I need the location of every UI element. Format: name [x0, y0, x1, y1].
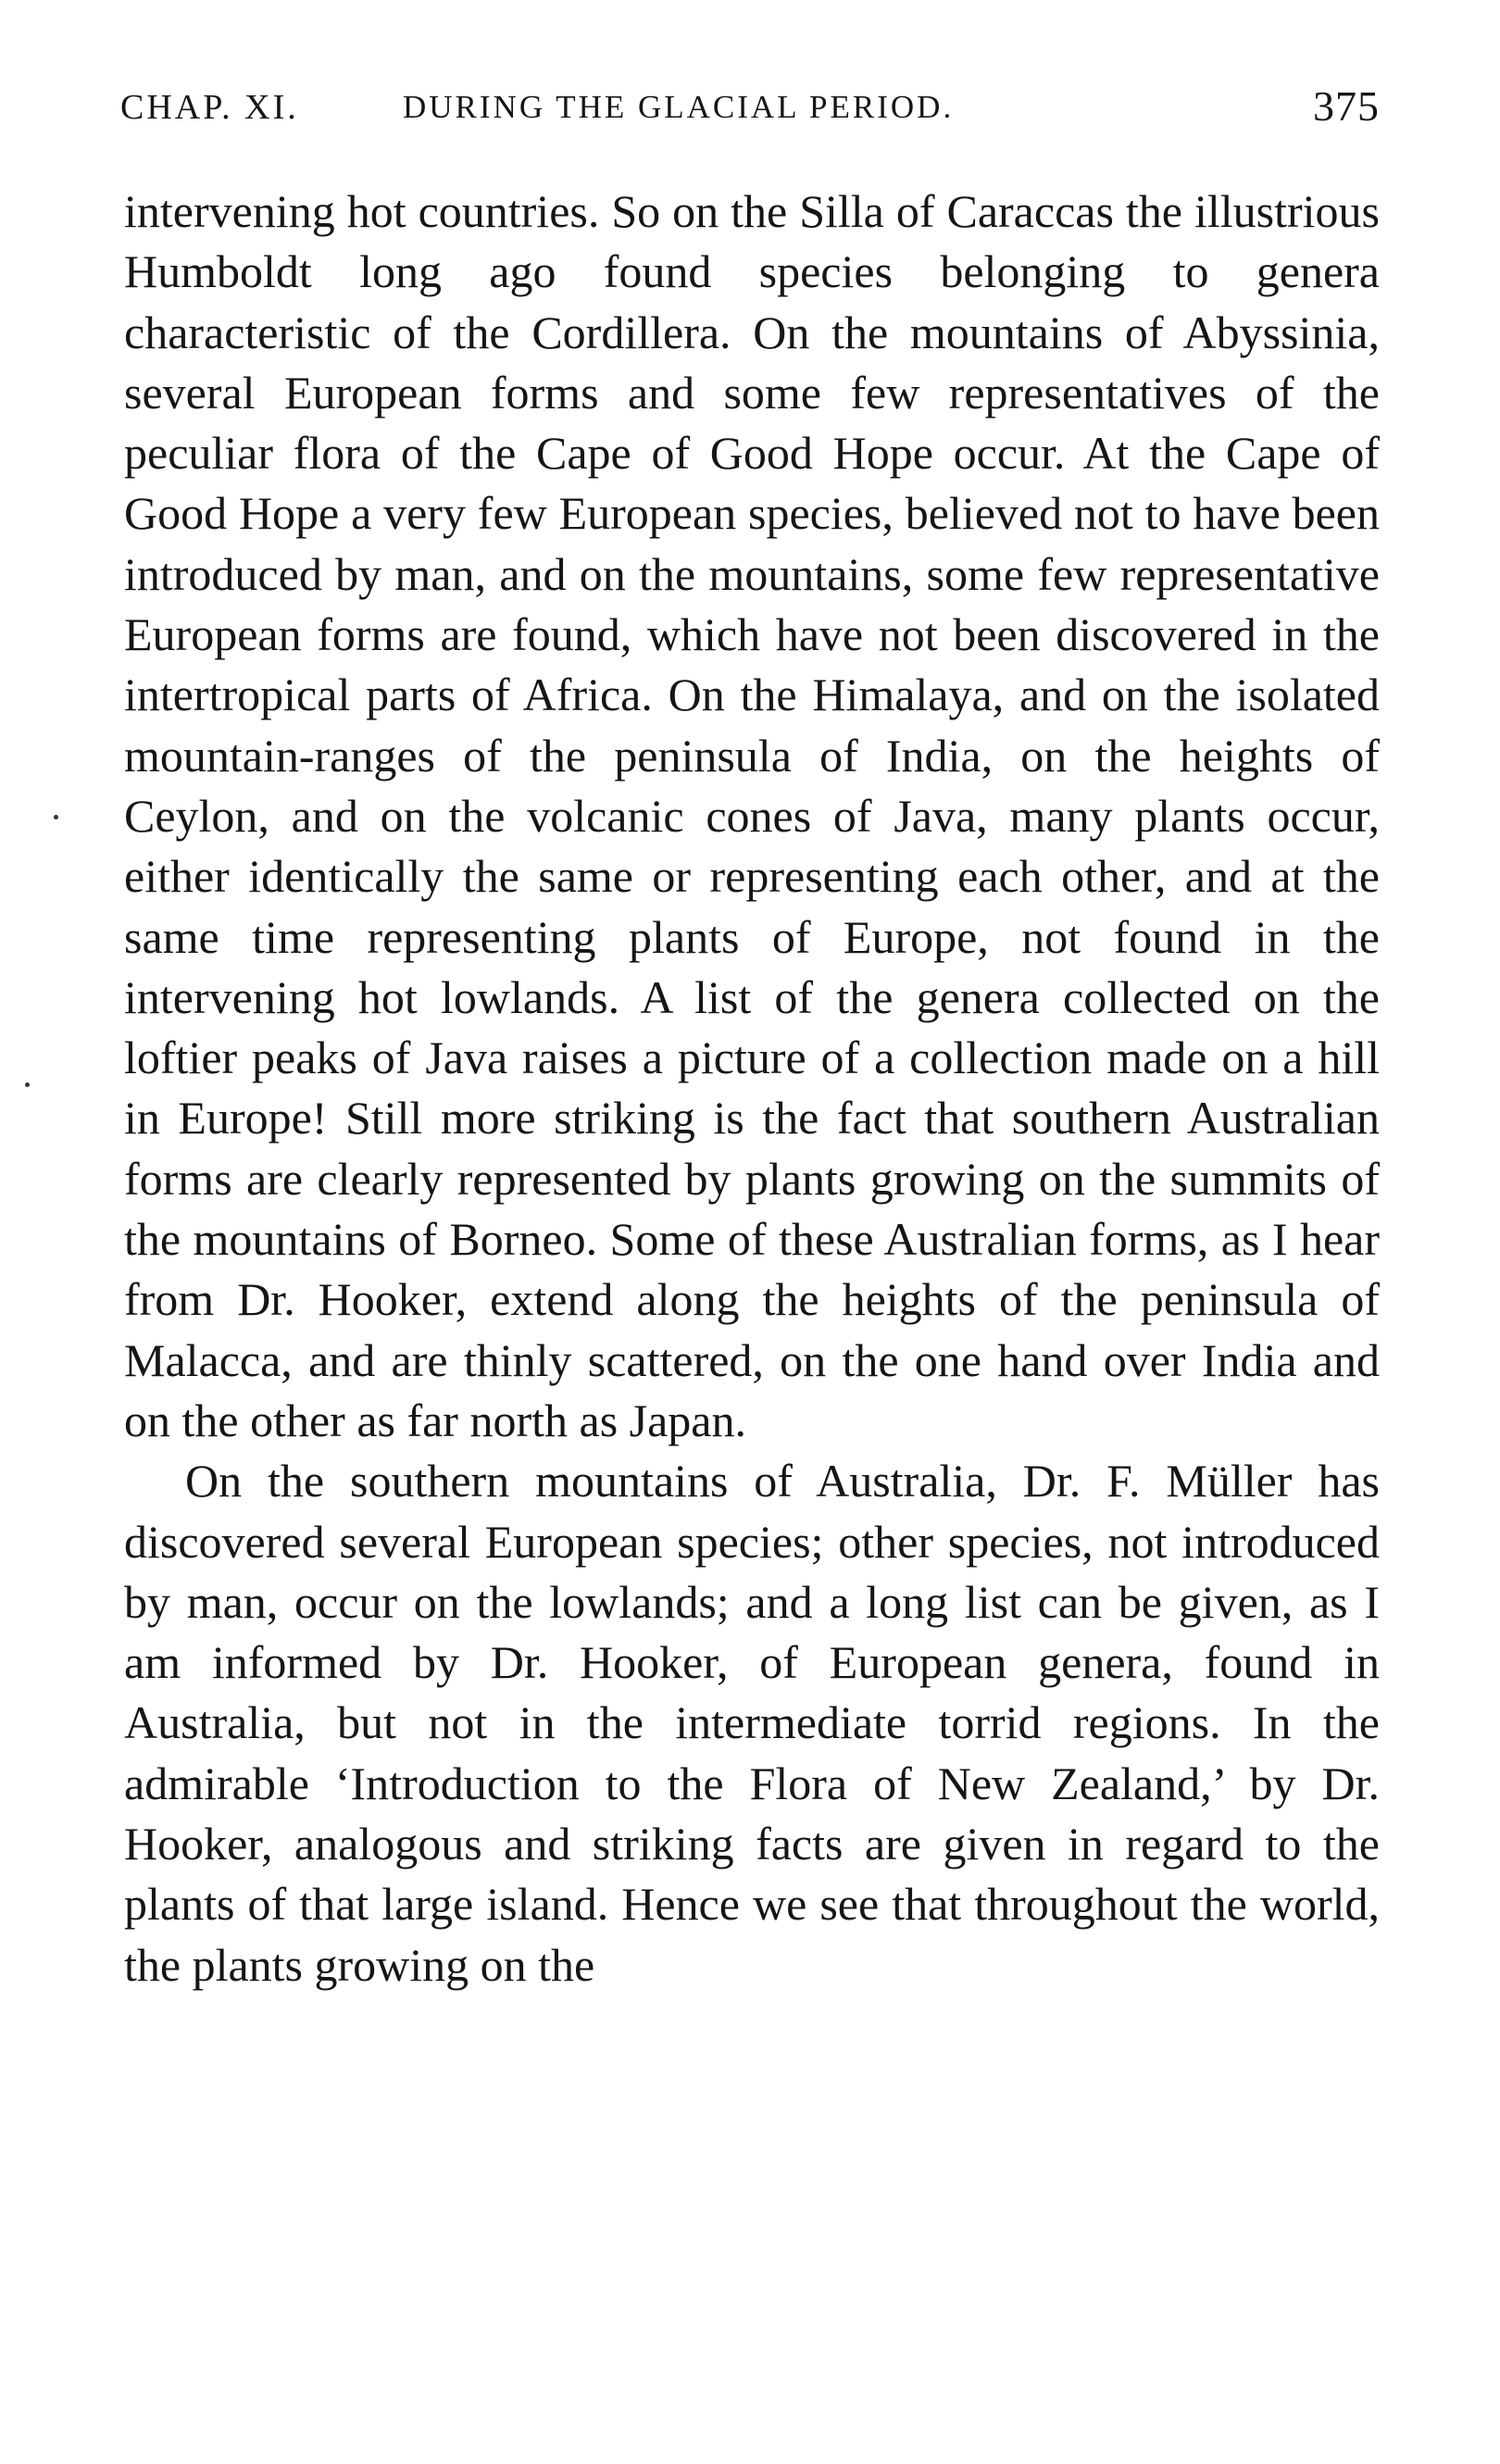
paragraph-continued: intervening hot countries. So on the Silla of Caraccas the illustrious Humboldt long ago found species belonging to genera characteristic of the Cordillera. On the mountains of Abyssinia, several European forms and some few representatives of the peculiar flora of the Cape of Good Hope occur. At the Cape of Good Hope a very few European species, believed not to have been introduced by man, and on the mountains, some few representative European forms are found, which have not been discovered in the intertropical parts of Africa. On the Himalaya, and on the isolated mountain-ranges of the peninsula of India, on the heights of Ceylon, and on the volcanic cones of Java, many plants occur, either identically the same or representing each other, and at the same time representing plants of Europe, not found in the intervening hot lowlands. A list of the genera collected on the loftier peaks of Java raises a picture of a collection made on a hill in Europe! Still more striking is the fact that southern Australian forms are clearly represented by plants growing on the summits of the mountains of Borneo. Some of these Australian forms, as I hear from Dr. Hooker, extend along the heights of the peninsula of Malacca, and are thinly scattered, on the one hand over India and on the other as far north as Japan.	[124, 185, 1380, 1446]
running-title: DURING THE GLACIAL PERIOD.	[403, 89, 955, 125]
margin-speck	[25, 1082, 30, 1087]
paragraph-muller: On the southern mountains of Australia, Dr. F. Müller has discovered several European species; other species, not introduced by man, occur on the lowlands; and a long list can be given, as I am informed by Dr. Hooker, of European genera, found in Australia, but not in the intermediate torrid regions. In the admirable ‘Introduction to the Flora of New Zealand,’ by Dr. Hooker, analogous and striking facts are given in regard to the plants of that large island. Hence we see that throughout the world, the plants growing on the	[124, 1455, 1380, 1991]
body-text	[124, 181, 1380, 1995]
margin-speck	[54, 815, 58, 819]
chapter-label: CHAP. XI.	[120, 88, 299, 127]
page-number: 375	[1313, 82, 1380, 130]
running-head	[120, 81, 1380, 137]
